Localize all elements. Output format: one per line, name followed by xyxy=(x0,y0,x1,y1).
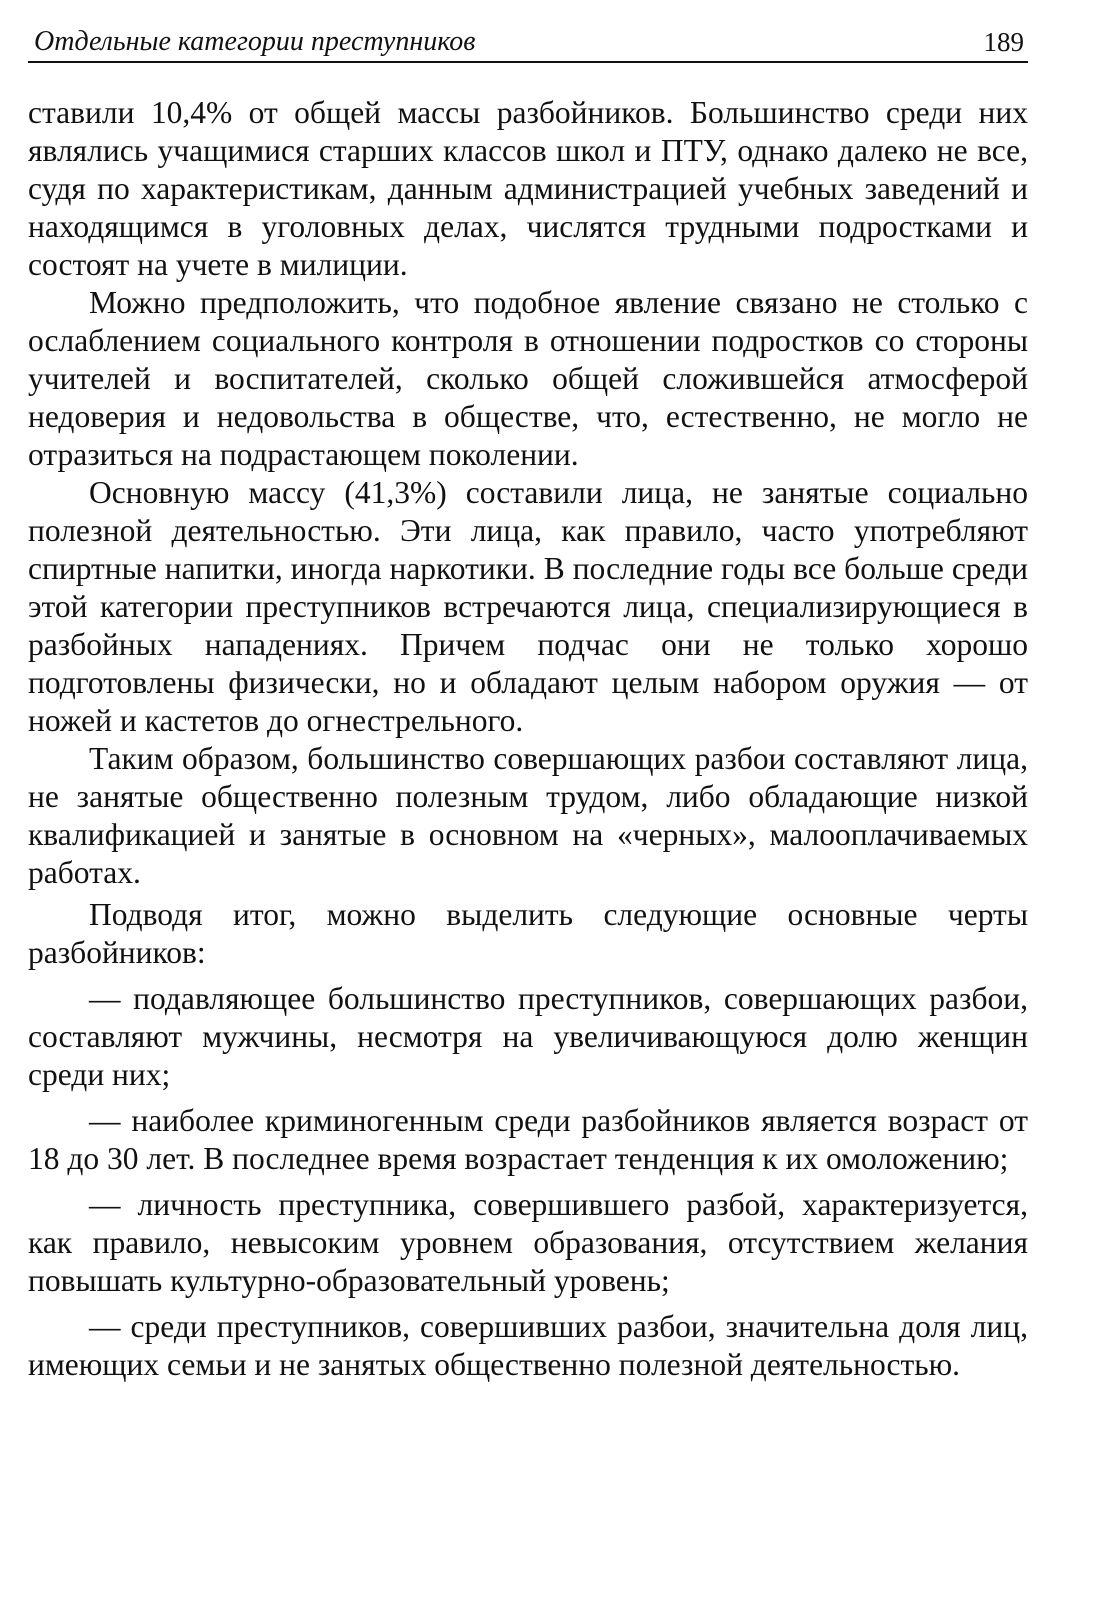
page-number: 189 xyxy=(983,27,1024,57)
list-item: — подавляющее большинство преступников, совершающих разбои, составляют мужчины, несмотря на увеличивающуюся долю женщин среди них; xyxy=(28,981,1028,1092)
paragraph: Основную массу (41,3%) составили лица, не занятые социально полезной деятельностью. Эти лица, как правило, часто употребляют спиртные напитки, иногда наркотики. В последние годы все больше среди этой категории преступников встречаются лица, специализирующиеся в разбойных нападениях. Причем подчас они не только хорошо подготовлены физически, но и обладают целым набором оружия — от ножей и кастетов до огнестрельного. xyxy=(28,475,1028,738)
paragraph-summary-intro: Подводя итог, можно выделить следующие основные черты разбойников: xyxy=(28,897,1028,970)
running-header xyxy=(28,20,1028,63)
paragraph: Можно предположить, что подобное явление связано не столько с ослаблением социального контроля в отношении подростков со стороны учителей и воспитателей, сколько общей сложившейся атмосферой недоверия и недовольства в обществе, что, естественно, не могло не отразиться на подрастающем поколении. xyxy=(28,285,1028,472)
paragraph: Таким образом, большинство совершающих разбои составляют лица, не занятые общественно полезным трудом, либо обладающие низкой квалификацией и занятые в основном на «черных», малооплачиваемых работах. xyxy=(28,741,1028,890)
list-item: — личность преступника, совершившего разбой, характеризуется, как правило, невысоким уровнем образования, отсутствием желания повышать культурно-образовательный уровень; xyxy=(28,1187,1028,1298)
paragraph-continued: ставили 10,4% от общей массы разбойников. Большинство среди них являлись учащимися старших классов школ и ПТУ, однако далеко не все, судя по характеристикам, данным администрацией учебных заведений и находящимся в уголовных делах, числятся трудными подростками и состоят на учете в милиции. xyxy=(28,95,1028,282)
body-text xyxy=(28,94,1028,1384)
chapter-title: Отдельные категории преступников xyxy=(34,26,476,57)
list-item: — среди преступников, совершивших разбои, значительна доля лиц, имеющих семьи и не занятых общественно полезной деятельностью. xyxy=(28,1309,1028,1382)
book-page xyxy=(28,20,1028,1384)
list-item: — наиболее криминогенным среди разбойников является возраст от 18 до 30 лет. В последнее время возрастает тенденция к их омоложению; xyxy=(28,1103,1028,1176)
